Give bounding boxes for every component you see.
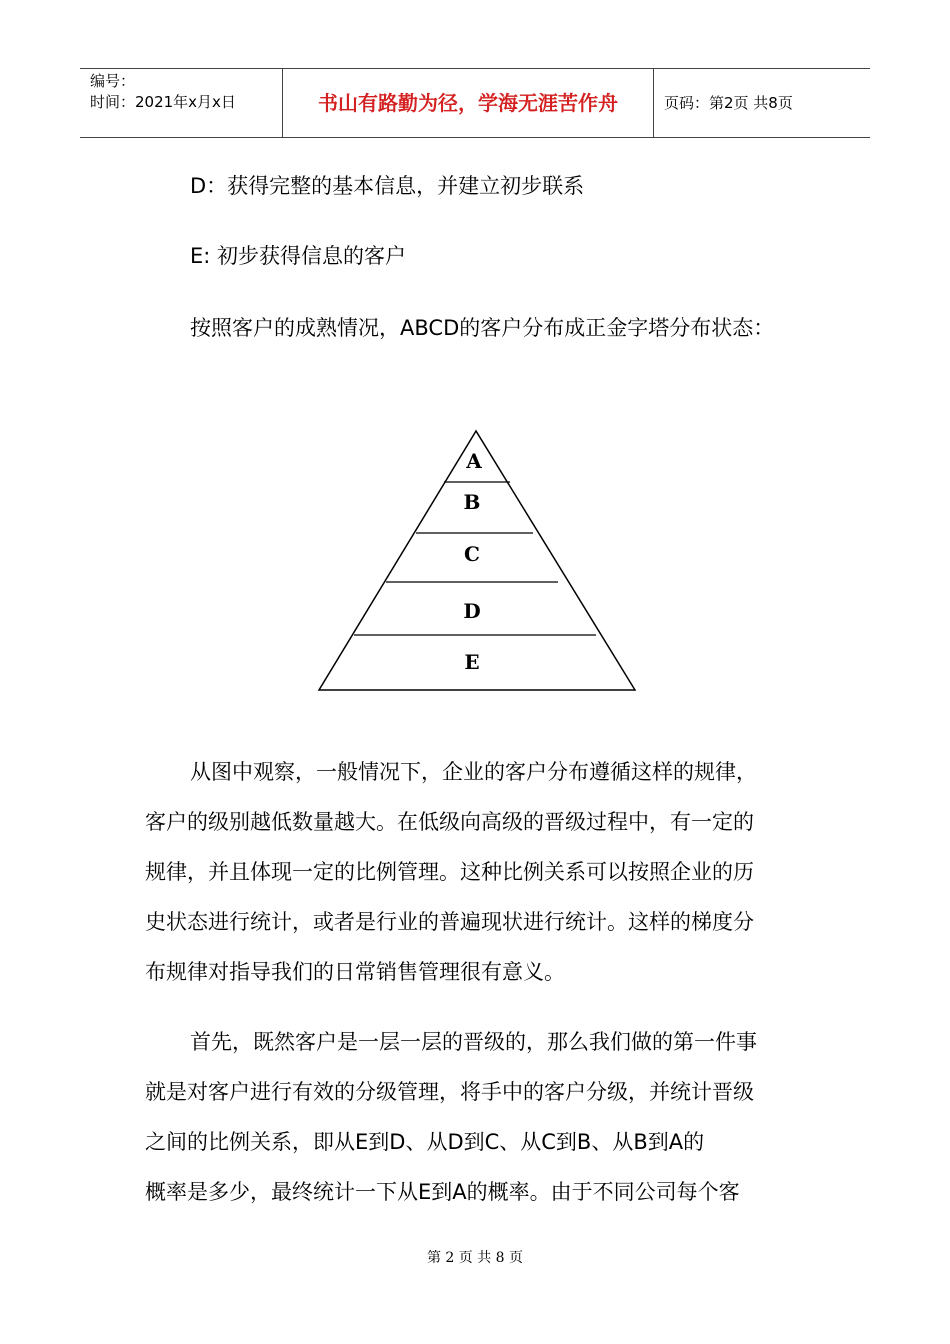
page-header <box>80 68 870 138</box>
header-meta <box>80 69 282 137</box>
page-footer: 第 2 页 共 8 页 <box>426 1250 524 1266</box>
header-page-label: 页码：第2页 共8页 <box>664 94 793 112</box>
paragraph-1-line: 布规律对指导我们的日常销售管理很有意义。 <box>145 960 565 984</box>
paragraph-1-line: 客户的级别越低数量越大。在低级向高级的晋级过程中，有一定的 <box>145 810 754 834</box>
number-label: 编号： <box>90 72 136 90</box>
pyramid-level-e: E <box>464 650 480 674</box>
pyramid-level-d: D <box>463 599 481 623</box>
paragraph-1-line: 规律，并且体现一定的比例管理。这种比例关系可以按照企业的历 <box>145 860 754 884</box>
line-e: E: 初步获得信息的客户 <box>190 244 407 268</box>
line-intro: 按照客户的成熟情况，ABCD的客户分布成正金字塔分布状态： <box>190 316 775 340</box>
pyramid-level-a: A <box>466 449 482 473</box>
paragraph-2-line: 就是对客户进行有效的分级管理，将手中的客户分级，并统计晋级 <box>145 1080 754 1104</box>
paragraph-1-line: 从图中观察，一般情况下，企业的客户分布遵循这样的规律， <box>190 760 757 784</box>
pyramid-level-b: B <box>463 490 481 514</box>
paragraph-2-line: 之间的比例关系，即从E到D、从D到C、从C到B、从B到A的 <box>145 1130 705 1154</box>
paragraph-1-line: 史状态进行统计，或者是行业的普遍现状进行统计。这样的梯度分 <box>145 910 754 934</box>
paragraph-2-line: 首先，既然客户是一层一层的晋级的，那么我们做的第一件事 <box>190 1030 757 1054</box>
line-d: D：获得完整的基本信息，并建立初步联系 <box>190 174 585 198</box>
pyramid-level-c: C <box>464 542 480 566</box>
header-motto: 书山有路勤为径，学海无涯苦作舟 <box>282 69 654 137</box>
customer-pyramid-diagram <box>316 428 638 694</box>
time-label: 时间：2021年x月x日 <box>90 93 236 111</box>
paragraph-2-line: 概率是多少，最终统计一下从E到A的概率。由于不同公司每个客 <box>145 1180 740 1204</box>
